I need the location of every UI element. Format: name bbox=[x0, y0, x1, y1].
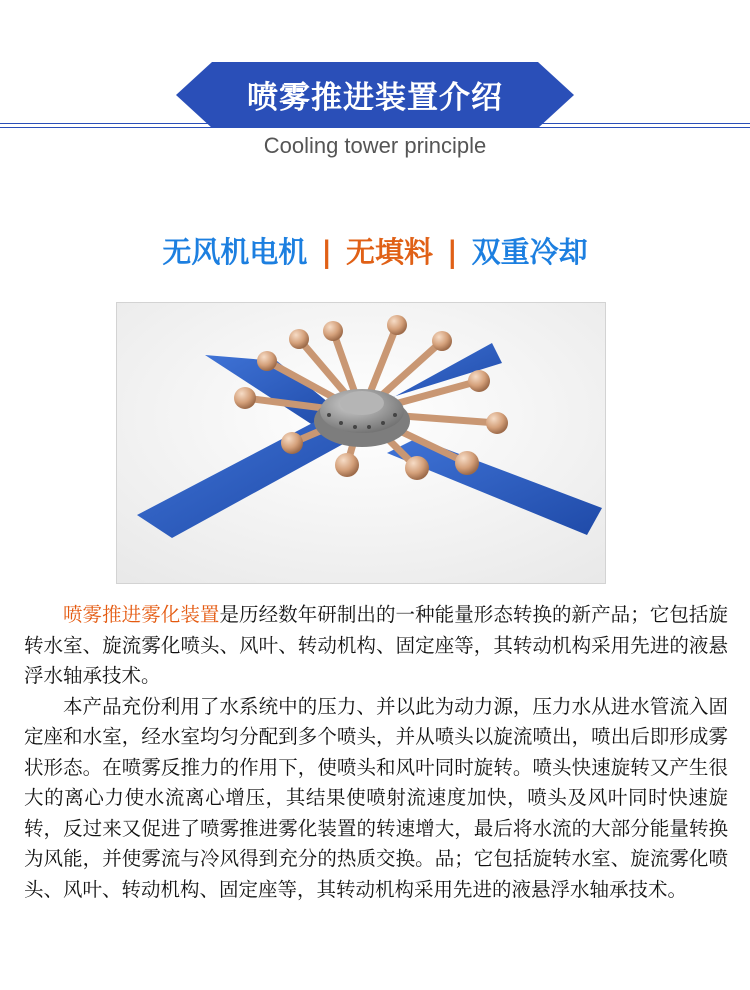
slogan-separator: | bbox=[321, 235, 332, 269]
description-paragraph-1-text: 是历经数年研制出的一种能量形态转换的新产品；它包括旋转水室、旋流雾化喷头、风叶、转动机构、固定座等，其转动机构采用先进的液悬浮水轴承技术。 bbox=[24, 603, 728, 687]
product-photo bbox=[116, 302, 606, 584]
product-description bbox=[24, 600, 728, 905]
slogan-separator: | bbox=[447, 235, 458, 269]
product-name-highlight: 喷雾推进雾化装置 bbox=[63, 603, 220, 626]
slogan-item-no-filler: 无填料 bbox=[345, 235, 433, 269]
page-subtitle: Cooling tower principle bbox=[263, 133, 487, 158]
slogan-item-no-fan-motor: 无风机电机 bbox=[162, 235, 308, 269]
slogan-item-double-cooling: 双重冷却 bbox=[471, 235, 588, 269]
banner-divider-top bbox=[0, 123, 750, 124]
header-banner bbox=[0, 0, 750, 200]
description-paragraph-2: 本产品充份利用了水系统中的压力、并以此为动力源，压力水从进水管流入固定座和水室，经水室均匀分配到多个喷头，并从喷头以旋流喷出，喷出后即形成雾状形态。在喷雾反推力的作用下，使喷头和风叶同时旋转。喷头快速旋转又产生很大的离心力使水流离心增压，其结果使喷射流速度加快，喷头及风叶同时快速旋转，反过来又促进了喷雾推进雾化装置的转速增大，最后将水流的大部分能量转换为风能，并使雾流与冷风得到充分的热质交换。品；它包括旋转水室、旋流雾化喷头、风叶、转动机构、固定座等，其转动机构采用先进的液悬浮水轴承技术。 bbox=[24, 694, 728, 901]
banner-divider-bottom bbox=[0, 127, 750, 128]
description-paragraph-1 bbox=[24, 600, 728, 692]
spray-propulsion-fan-icon bbox=[117, 303, 606, 584]
feature-slogan bbox=[0, 230, 750, 271]
page-title: 喷雾推进装置介绍 bbox=[247, 80, 503, 116]
